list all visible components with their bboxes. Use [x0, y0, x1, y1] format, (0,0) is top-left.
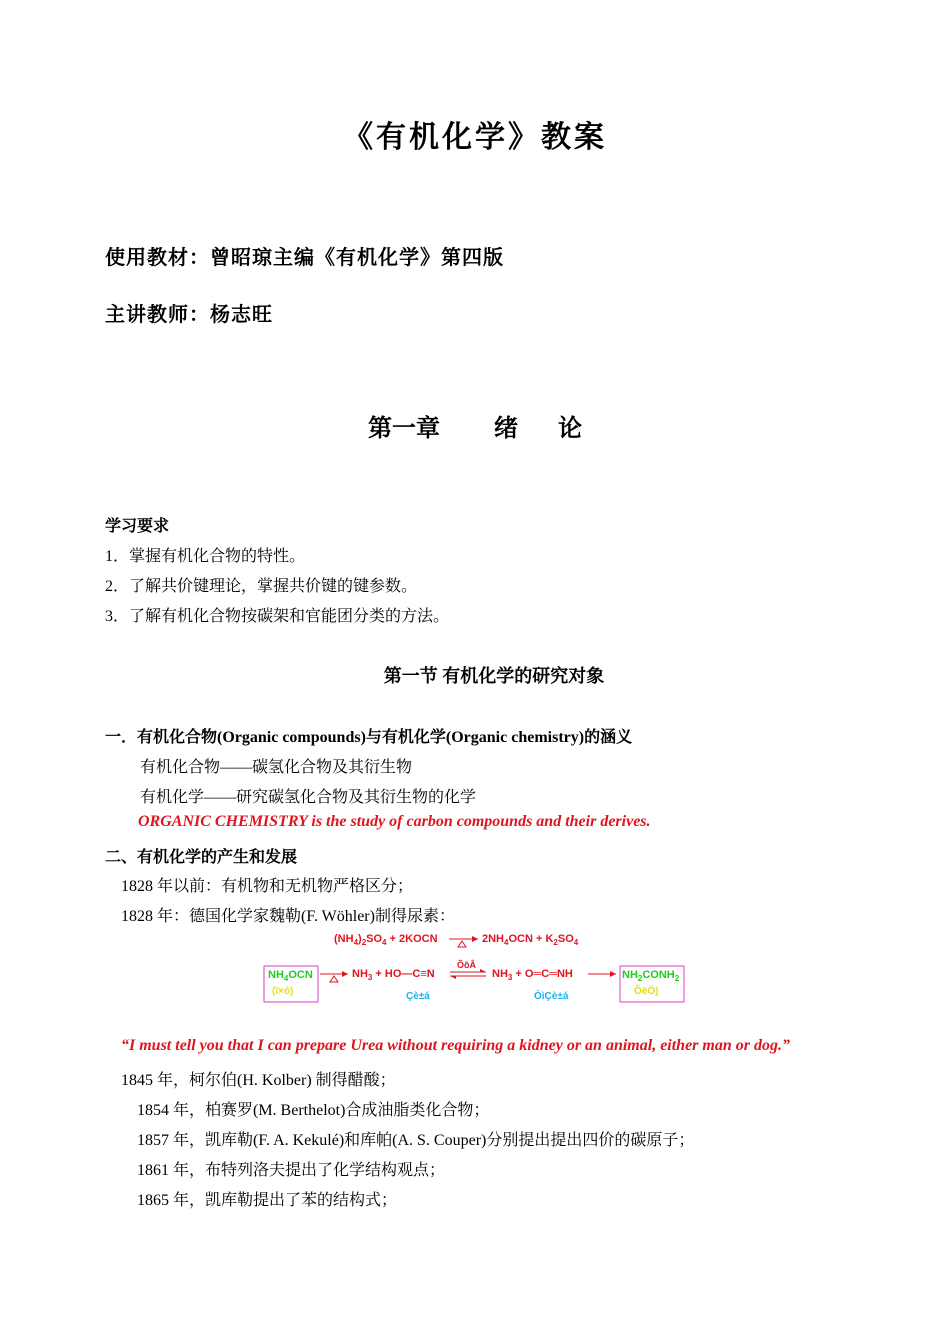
- requirement-item: 1．掌握有机化合物的特性。: [105, 548, 306, 565]
- urea-synthesis-scheme: [260, 928, 690, 1010]
- chapter-title-a: 绪: [494, 416, 518, 442]
- requirement-item: 3．了解有机化合物按碳架和官能团分类的方法。: [105, 608, 450, 625]
- cyanic-acid-label: Çè±á: [406, 991, 430, 1002]
- chapter-heading: [0, 408, 950, 443]
- heat-triangle-icon: [330, 976, 338, 982]
- history-event: 1865 年，凯库勒提出了苯的结构式；: [137, 1192, 398, 1209]
- isocyanic-acid-label: ÒìÇè±á: [534, 991, 569, 1002]
- ammonia-cyanic-acid: $NH_3$ + HO—C≡N: [352, 968, 435, 982]
- subsection-heading-1: 一．有机化合物(Organic compounds)与有机化学(Organic chemistry)的涵义: [105, 729, 633, 746]
- subsection-heading-2: 二、有机化学的产生和发展: [105, 849, 298, 866]
- ammonium-cyanate-formula: $NH_4OCN$: [268, 969, 313, 983]
- textbook-line: 使用教材：曾昭琼主编《有机化学》第四版: [105, 247, 504, 269]
- arrow-head-icon: [610, 971, 616, 977]
- history-line: 1828 年：德国化学家魏勒(F. Wöhler)制得尿素：: [121, 908, 455, 925]
- equilibrium-label: ÕõÂ: [457, 960, 476, 970]
- history-event: 1857 年，凯库勒(F. A. Kekulé)和库帕(A. S. Couper)分别提出提出四价的碳原子；: [137, 1132, 695, 1149]
- document-title: 《有机化学》教案: [343, 121, 607, 154]
- chapter-number: 第一章: [368, 416, 440, 442]
- definition-organic-chemistry: 有机化学——研究碳氢化合物及其衍生物的化学: [140, 789, 477, 806]
- history-event: 1845 年，柯尔伯(H. Kolber) 制得醋酸；: [121, 1072, 396, 1089]
- english-definition: ORGANIC CHEMISTRY is the study of carbon compounds and their derives.: [138, 813, 651, 830]
- chapter-title-b: 论: [558, 416, 582, 442]
- section-title: 第一节 有机化学的研究对象: [383, 666, 605, 686]
- history-line: 1828 年以前：有机物和无机物严格区分；: [121, 878, 414, 895]
- teacher-line: 主讲教师：杨志旺: [105, 304, 273, 326]
- arrow-head-icon: [342, 971, 348, 977]
- requirements-heading: 学习要求: [105, 518, 170, 535]
- requirement-item: 2．了解共价键理论，掌握共价键的键参数。: [105, 578, 418, 595]
- wohler-quote: “I must tell you that I can prepare Urea without requiring a kidney or an animal, either man or dog.”: [121, 1037, 790, 1054]
- heat-triangle-icon: [458, 941, 466, 947]
- arrow-head-icon: [472, 936, 478, 942]
- ammonia-isocyanic-acid: $NH_3$ + O═C═NH: [492, 968, 573, 982]
- ammonium-cyanate-label: (ï×ó): [272, 986, 294, 997]
- urea-label: ÕëÖ): [634, 986, 659, 997]
- definition-organic-compounds: 有机化合物——碳氢化合物及其衍生物: [140, 759, 413, 776]
- reaction-eq1-right: $2NH_4OCN + K_2SO_4$: [482, 933, 579, 947]
- urea-formula: $NH_2CONH_2$: [622, 969, 680, 983]
- history-event: 1854 年，柏赛罗(M. Berthelot)合成油脂类化合物；: [137, 1102, 490, 1119]
- history-event: 1861 年，布特列洛夫提出了化学结构观点；: [137, 1162, 446, 1179]
- reaction-eq1-left: $(NH_4)_2SO_4$ + 2KOCN: [334, 933, 438, 947]
